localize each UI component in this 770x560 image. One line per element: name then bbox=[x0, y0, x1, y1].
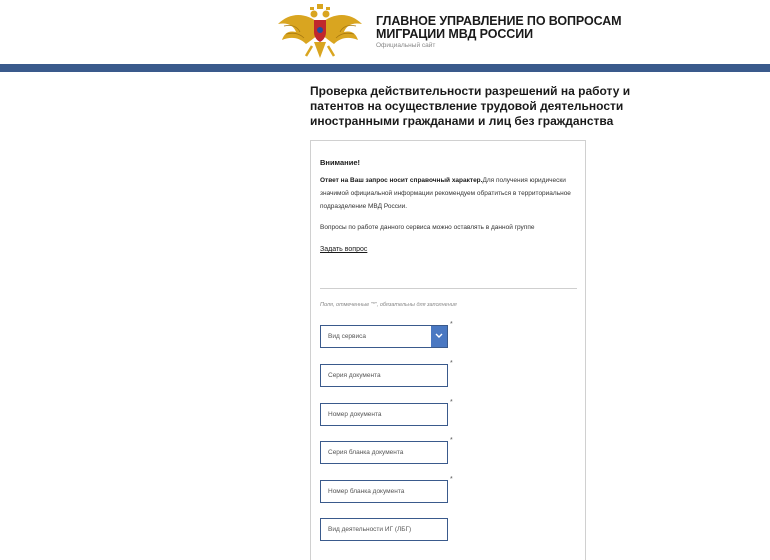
form-series-input[interactable] bbox=[321, 442, 447, 463]
doc-series-field[interactable] bbox=[320, 364, 448, 387]
site-header bbox=[0, 0, 770, 64]
service-type-dropdown-button[interactable] bbox=[431, 326, 447, 347]
header-band bbox=[0, 64, 770, 72]
org-subtitle: Официальный сайт bbox=[376, 42, 436, 49]
ask-question-link[interactable]: Задать вопрос bbox=[320, 246, 368, 253]
org-title bbox=[376, 15, 622, 41]
divider bbox=[320, 288, 577, 289]
required-fields-note: Поля, отмеченные "*", обязательны для заполнения bbox=[320, 302, 457, 308]
double-headed-eagle-emblem-icon bbox=[276, 2, 364, 60]
form-number-field[interactable] bbox=[320, 480, 448, 503]
page-title: Проверка действительности разрешений на работу и патентов на осуществление трудовой деятельности иностранными гражданами и лиц без гражданства bbox=[310, 84, 631, 128]
service-type-select[interactable] bbox=[320, 325, 448, 348]
required-asterisk: * bbox=[450, 321, 453, 328]
form-number-input[interactable] bbox=[321, 481, 447, 502]
required-asterisk: * bbox=[450, 399, 453, 406]
notice-text-bold: Ответ на Ваш запрос носит справочный характер. bbox=[320, 177, 483, 184]
notice-text bbox=[320, 174, 578, 213]
check-form-panel bbox=[310, 140, 586, 560]
org-title-line1: ГЛАВНОЕ УПРАВЛЕНИЕ ПО ВОПРОСАМ bbox=[376, 14, 622, 28]
doc-series-input[interactable] bbox=[321, 365, 447, 386]
required-asterisk: * bbox=[450, 476, 453, 483]
notice-heading: Внимание! bbox=[320, 158, 360, 167]
notice-text-rest: Для получения юридически значимой официальной информации рекомендуем обратиться в территориальное подразделение МВД России. bbox=[320, 177, 571, 210]
activity-type-input[interactable] bbox=[321, 519, 447, 540]
form-series-field[interactable] bbox=[320, 441, 448, 464]
service-type-selected: Вид сервиса bbox=[328, 333, 366, 340]
doc-number-input[interactable] bbox=[321, 404, 447, 425]
org-title-line2: МИГРАЦИИ МВД РОССИИ bbox=[376, 27, 533, 41]
required-asterisk: * bbox=[450, 360, 453, 367]
activity-type-field[interactable] bbox=[320, 518, 448, 541]
required-asterisk: * bbox=[450, 437, 453, 444]
chevron-down-icon bbox=[435, 333, 443, 339]
notice-contact-text: Вопросы по работе данного сервиса можно оставлять в данной группе bbox=[320, 224, 535, 231]
doc-number-field[interactable] bbox=[320, 403, 448, 426]
